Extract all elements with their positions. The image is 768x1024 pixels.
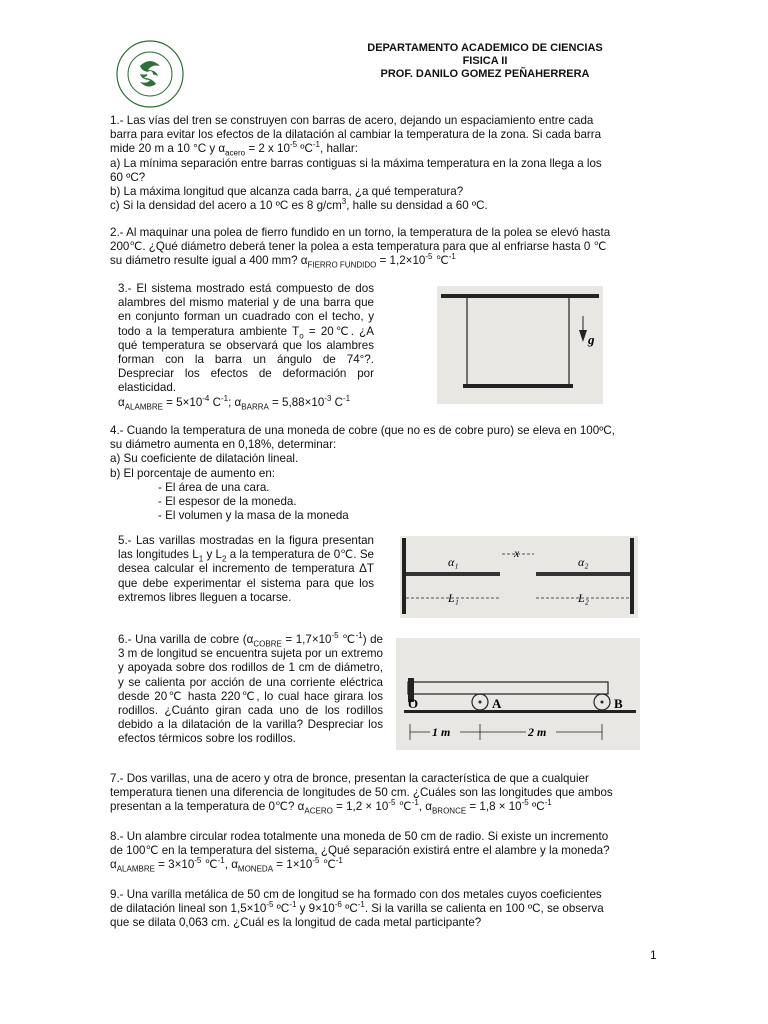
problem-1-part-a: 60 ºC? [110,170,146,184]
gravity-label: g [588,332,595,347]
problem-2-line: 2.- Al maquinar una polea de fierro fundido en un torno, la temperatura de la polea se elevó hasta [110,226,611,239]
problem-7-line: presentan a la temperatura de 0℃? $\alpha_{ACERO} = 1,2 \times 10^{-5}$ ℃$^{-1}$, $\alpha_{BRONCE} = 1,8 \times 10^{-5}$ ºC$^{-1}$ [110,798,552,816]
professor-name: PROF. DANILO GOMEZ PEÑAHERRERA [380,68,590,80]
problem-1 [110,114,660,213]
point-O: O [408,696,419,711]
problem-7-line: 7.- Dos varillas, una de acero y otra de bronce, presentan la característica de que a cualquier [110,772,589,785]
problem-9-line: 9.- Una varilla metálica de 50 cm de longitud se ha formado con dos metales cuyos coeficientes [110,888,602,901]
problem-4-line: su diámetro aumenta en 0,18%, determinar: [110,438,337,452]
copper-rod [408,682,608,694]
problem-1-line: 1.- Las vías del tren se construyen con barras de acero, dejando un espaciamiento entre cada [110,114,594,127]
problem-4-part-a: a) Su coeficiente de dilatación lineal. [110,452,299,466]
problem-1-part-a: a) La mínima separación entre barras contiguas si la máxima temperatura en la zona llega a los [110,156,602,170]
problem-3-coefficients: $\alpha_{ALAMBRE} = 5\times 10^{-4}$ $C^{-1}$; $\alpha_{BARRA} = 5,88\times 10^{-3}$ $C^{-1}$ [118,393,351,411]
problem-7 [110,772,660,815]
problem-1-part-c: c) Si la densidad del acero a 10 ºC es 8 $g/cm^3$, halle su densidad a 60 ºC. [110,197,488,213]
problem-9-line: de dilatación lineal son $1,5\times 10^{-5}$ ºC$^{-1}$ y $9\times 10^{-6}$ ºC$^{-1}$. Si la varilla se calienta en 100 ºC, se observa [110,900,604,916]
problem-2 [110,226,660,269]
alpha2-label: α₂ [578,555,589,569]
problem-2-line: 200℃. ¿Qué diámetro deberá tener la polea a esta temperatura para que al enfriarse hasta 0 ℃ [110,240,607,254]
dimension-2m: 2 m [528,725,547,739]
problem-1-part-b: b) La máxima longitud que alcanza cada barra, ¿a qué temperatura? [110,185,464,199]
problem-4-item: - El espesor de la moneda. [158,495,297,509]
problem-6-figure [396,638,640,750]
problem-6: 6.- Una varilla de cobre ($\alpha_{COBRE} = 1,7\times 10^{-5}$ ℃$^{-1}$) de 3 m de longitud se encuentra sujeta por un extremo y apoyada sobre dos rodillos de 1 cm de diámetro, y se calienta por acción de una corriente eléctrica desde 20℃ hasta 220℃, lo cual hace girara los rodillos. ¿Cuánto giran cada uno de los rodillos debido a la dilatación de la varilla? Despreciar los efectos térmicos sobre los rodillos. [118,631,384,746]
ceiling [441,294,599,298]
problem-7-line: temperatura tienen una diferencia de longitudes de 50 cm. ¿Cuáles son las longitudes que ambos [110,786,613,800]
bar [463,384,573,388]
problem-4-item: - El volumen y la masa de la moneda [158,509,349,523]
point-A: A [492,696,502,711]
problem-2-line: su diámetro resulte igual a 400 mm? $\alpha_{FIERRO FUNDIDO} = 1,2\times 10^{-5}$ ℃$^{-1}$ [110,252,456,270]
rod-2 [536,572,630,576]
problem-8-line: 8.- Un alambre circular rodea totalmente una moneda de 50 cm de radio. Si existe un incremento [110,830,609,843]
problem-1-line: mide 20 m a 10 °C y $\alpha_{acero} = 2$ x $10^{-5}$ ºC$^{-1}$, hallar: [110,140,359,158]
problem-8-line: de 100℃ en la temperatura del sistema, ¿Qué separación existirá entre el alambre y la moneda? [110,844,610,858]
problem-9-line: que se dilata 0,063 cm. ¿Cuál es la longitud de cada metal participante? [110,916,482,930]
course-title: FISICA II [462,55,508,67]
left-wall [402,538,406,614]
problem-4-item: - El área de una cara. [158,480,270,494]
university-logo [112,36,188,112]
problem-3-figure [437,286,603,404]
department-title: DEPARTAMENTO ACADEMICO DE CIENCIAS [367,42,603,54]
floor [404,710,636,713]
point-B: B [614,696,623,711]
L1-label: L₁ [448,591,459,605]
problem-4-line: 4.- Cuando la temperatura de una moneda de cobre (que no es de cobre puro) se eleva en 100ºC, [110,424,616,437]
problem-4-part-b: b) El porcentaje de aumento en: [110,466,275,480]
problem-9 [110,888,660,931]
problem-5-figure [400,536,638,618]
problem-8 [110,830,660,873]
L2-label: L₂ [578,591,589,605]
dimension-1m: 1 m [432,725,451,739]
problem-4 [110,424,660,523]
problem-5: 5.- Las varillas mostradas en la figura presentan las longitudes $L_1$ y $L_2$ a la temperatura de 0℃. Se desea calcular el incremento de temperatura ΔT que debe experimentar el sistema para que los extremos libres lleguen a tocarse. [118,534,374,604]
rod-1 [406,572,500,576]
problem-8-line: $\alpha_{ALAMBRE} = 3\times 10^{-5}$ ℃$^{-1}$, $\alpha_{MONEDA} = 1\times 10^{-5}$ ℃$^{-1}$ [110,856,343,874]
document-header [300,42,670,81]
problem-3: 3.- El sistema mostrado está compuesto de dos alambres del mismo material y de una barra que en conjunto forman un cuadrado con el techo, y todo a la temperatura ambiente $T_o$ = 20℃. ¿A qué temperatura se observará que los alambres forman con la barra un ángulo de 74°?. Despreciar los efectos de deformación por elasticidad. $\alpha_{ALAMBRE} = 5\times 10^{-4}$ $C^{-1}$; $\alpha_{BARRA} = 5,88\times 10^{-3}$ $C^{-1}$ [118,282,374,411]
problem-1-line: barra para evitar los efectos de la dilatación al cambiar la temperatura de la zona. Si cada barra [110,128,602,142]
page-number: 1 [650,948,657,962]
right-wall [630,538,634,614]
alpha1-label: α₁ [448,555,459,569]
gap-label: x [514,546,520,560]
